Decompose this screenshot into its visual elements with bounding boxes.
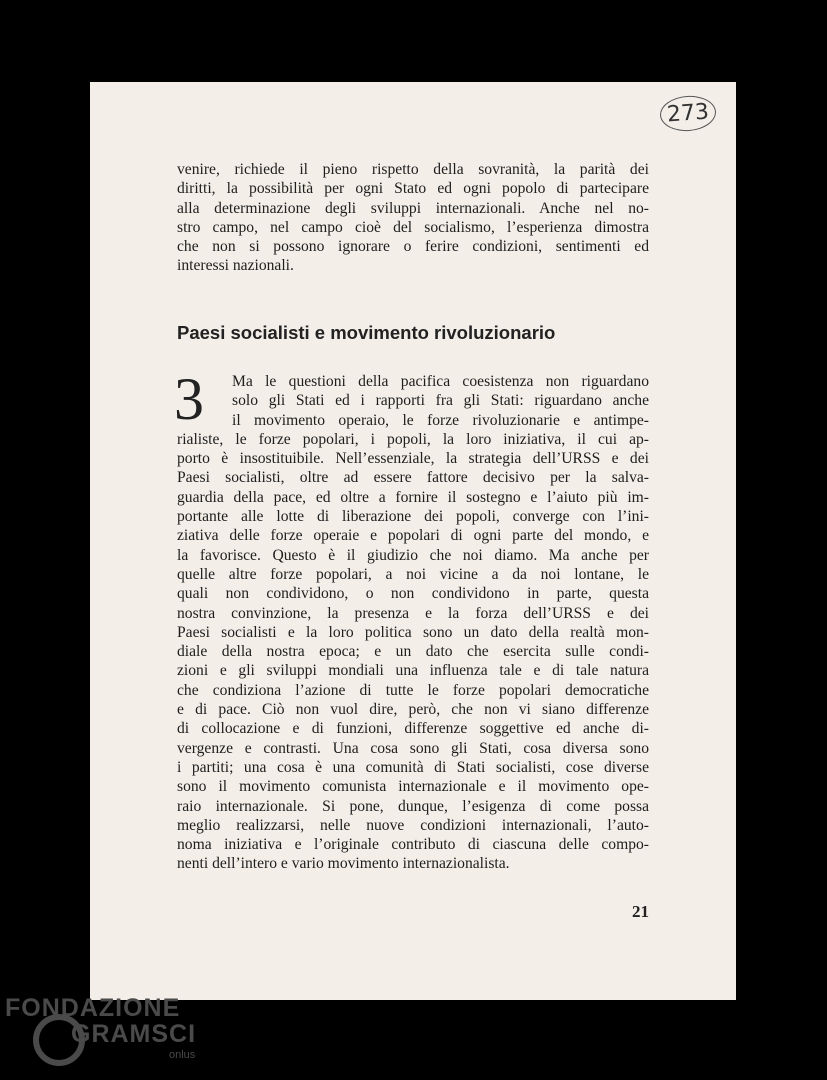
paragraph-1 — [177, 160, 649, 276]
text-line: guardia della pace, ed oltre a fornire il sostegno e l’aiuto più im- — [177, 488, 649, 506]
page-number: 21 — [632, 902, 649, 921]
watermark-line-3: onlus — [169, 1049, 196, 1061]
text-line: nenti dell’intero e vario movimento internazionalista. — [177, 855, 510, 873]
document-page — [90, 82, 736, 1000]
text-line: venire, richiede il pieno rispetto della sovranità, la parità dei — [177, 161, 649, 178]
text-line: ziativa delle forze operaie e popolari di ogni parte del mondo, e — [177, 527, 649, 545]
text-line: diale della nostra epoca; e un dato che esercita sulle condi- — [177, 643, 649, 661]
text-line: vergenze e contrasti. Una cosa sono gli Stati, cosa diversa sono — [177, 739, 649, 757]
text-line: che non si possono ignorare o ferire condizioni, sentimenti ed — [177, 238, 649, 256]
text-line: zioni e gli sviluppi mondiali una influenza tale e di tale natura — [177, 662, 649, 680]
foundation-watermark — [5, 994, 205, 1074]
text-line: i partiti; una cosa è una comunità di Stati socialisti, cose diverse — [177, 758, 649, 776]
text-line: quelle altre forze popolari, a noi vicine a da noi lontane, le — [177, 565, 649, 583]
archive-number: 273 — [659, 94, 717, 133]
section-number: 3 — [174, 366, 204, 432]
text-line: Paesi socialisti, oltre ad essere fattore decisivo per la salva- — [177, 469, 649, 487]
text-line: di collocazione e di funzioni, differenze soggettive ed anche di- — [177, 720, 649, 738]
section-heading: Paesi socialisti e movimento rivoluzionario — [177, 322, 556, 343]
text-line: sono il movimento comunista internazionale e il movimento ope- — [177, 778, 649, 796]
text-line: la favorisce. Questo è il giudizio che noi diamo. Ma anche per — [177, 546, 649, 564]
text-line: Paesi socialisti e la loro politica sono un dato della realtà mon- — [177, 623, 649, 641]
text-line: che condiziona l’azione di tutte le forze popolari democratiche — [177, 681, 649, 699]
text-line: e di pace. Ciò non vuol dire, però, che non vi siano differenze — [177, 701, 649, 719]
text-line: portante alle lotte di liberazione dei popoli, converge con l’ini- — [177, 508, 649, 526]
watermark-line-2: GRAMSCI — [71, 1020, 197, 1048]
text-line: nostra convinzione, la presenza e la forza dell’URSS e dei — [177, 604, 649, 622]
text-line: stro campo, nel campo cioè del socialismo, l’esperienza dimostra — [177, 218, 649, 236]
text-line: noma iniziativa e l’originale contributo di ciascuna delle compo- — [177, 836, 649, 854]
text-line: il movimento operaio, le forze rivoluzionarie e antimpe- — [232, 411, 649, 429]
text-line: interessi nazionali. — [177, 257, 294, 275]
text-line: porto è insostituibile. Nell’essenziale, la strategia dell’URSS e dei — [177, 450, 649, 468]
text-line: Ma le questioni della pacifica coesistenza non riguardano — [232, 373, 649, 390]
text-line: alla determinazione degli sviluppi internazionali. Anche nel no- — [177, 199, 649, 217]
paragraph-2 — [177, 372, 649, 874]
text-line: diritti, la possibilità per ogni Stato ed ogni popolo di partecipare — [177, 180, 649, 198]
text-line: rialiste, le forze popolari, i popoli, la loro iniziativa, il cui ap- — [177, 430, 649, 448]
watermark-line-1: FONDAZIONE — [5, 994, 181, 1022]
text-line: solo gli Stati ed i rapporti fra gli Stati: riguardano anche — [232, 392, 649, 410]
text-line: quali non condividono, o non condividono in parte, questa — [177, 585, 649, 603]
text-line: meglio realizzarsi, nelle nuove condizioni internazionali, l’auto- — [177, 816, 649, 834]
text-line: raio internazionale. Si pone, dunque, l’esigenza di come possa — [177, 797, 649, 815]
